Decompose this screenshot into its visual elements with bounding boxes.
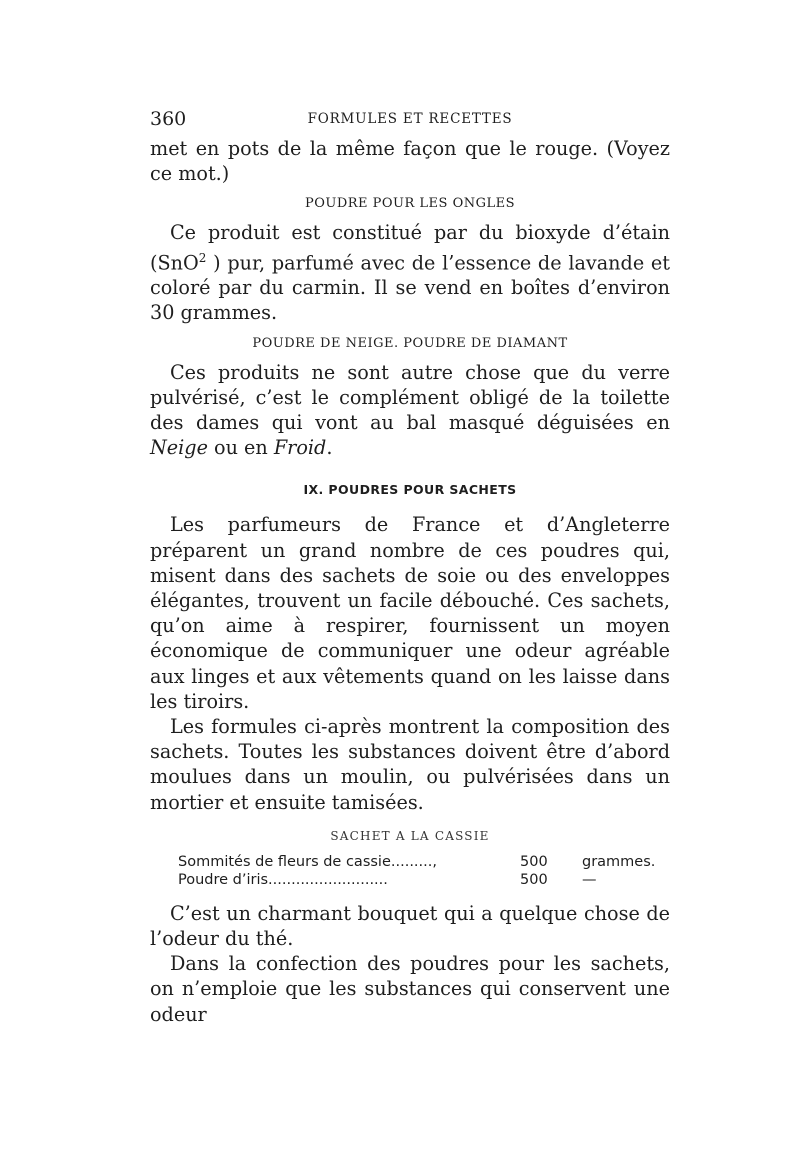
paragraph-formules: Les formules ci-après montrent la composition des sachets. Toutes les substances doivent être d’abord moulues dans un moulin, ou pulvérisées dans un mortier et ensuite tamisées.: [150, 715, 670, 814]
recipe-qty: 500: [520, 853, 548, 870]
paragraph-parfumeurs: Les parfumeurs de France et d’Angleterre préparent un grand nombre de ces poudres qui, misent dans des sachets de soie ou des enveloppes élégantes, trouvent un facile débouché. Ces sachets, qu’on aime à respirer, fournissent un moyen économique de communiquer une odeur agréable aux linges et aux vêtements quand on les laisse dans les tiroirs.: [150, 513, 670, 713]
italic-neige: Neige: [150, 436, 208, 460]
superscript: 2: [198, 250, 207, 265]
heading-poudre-neige: POUDRE DE NEIGE. POUDRE DE DIAMANT: [252, 335, 568, 351]
heading-sachet-cassie: SACHET A LA CASSIE: [330, 828, 490, 843]
paragraph-confection: Dans la confection des poudres pour les sachets, on n’emploie que les substances qui conservent une odeur: [150, 952, 670, 1026]
paragraph-continuation: met en pots de la même façon que le rouge. (Voyez ce mot.): [150, 137, 670, 186]
running-header: [150, 108, 670, 136]
page: [150, 108, 670, 1027]
recipe-unit: —: [582, 871, 597, 888]
recipe-item: Poudre d’iris..........................: [178, 871, 388, 888]
paragraph-ongles: Ce produit est constitué par du bioxyde d’étain (SnO$^2$ ) pur, parfumé avec de l’essence de lavande et coloré par du carmin. Il se vend en boîtes d’environ 30 grammes.: [150, 221, 670, 325]
page-number: 360: [150, 108, 187, 130]
recipe-row: [178, 871, 655, 889]
section-heading-sachets: IX. POUDRES POUR SACHETS: [303, 482, 517, 498]
recipe-row: [178, 853, 655, 871]
heading-poudre-ongles: POUDRE POUR LES ONGLES: [304, 196, 516, 212]
recipe-table: [178, 853, 655, 889]
paragraph-bouquet: C’est un charmant bouquet qui a quelque chose de l’odeur du thé.: [150, 901, 670, 951]
running-title: FORMULES ET RECETTES: [307, 111, 513, 127]
recipe-item: Sommités de fleurs de cassie.........,: [178, 853, 437, 870]
italic-froid: Froid: [273, 436, 327, 460]
recipe-unit: grammes.: [582, 853, 656, 870]
paragraph-neige: Ces produits ne sont autre chose que du verre pulvérisé, c’est le complément obligé de la toilette des dames qui vont au bal masqué déguisées en Neige ou en Froid.: [150, 360, 670, 460]
recipe-qty: 500: [520, 871, 548, 888]
